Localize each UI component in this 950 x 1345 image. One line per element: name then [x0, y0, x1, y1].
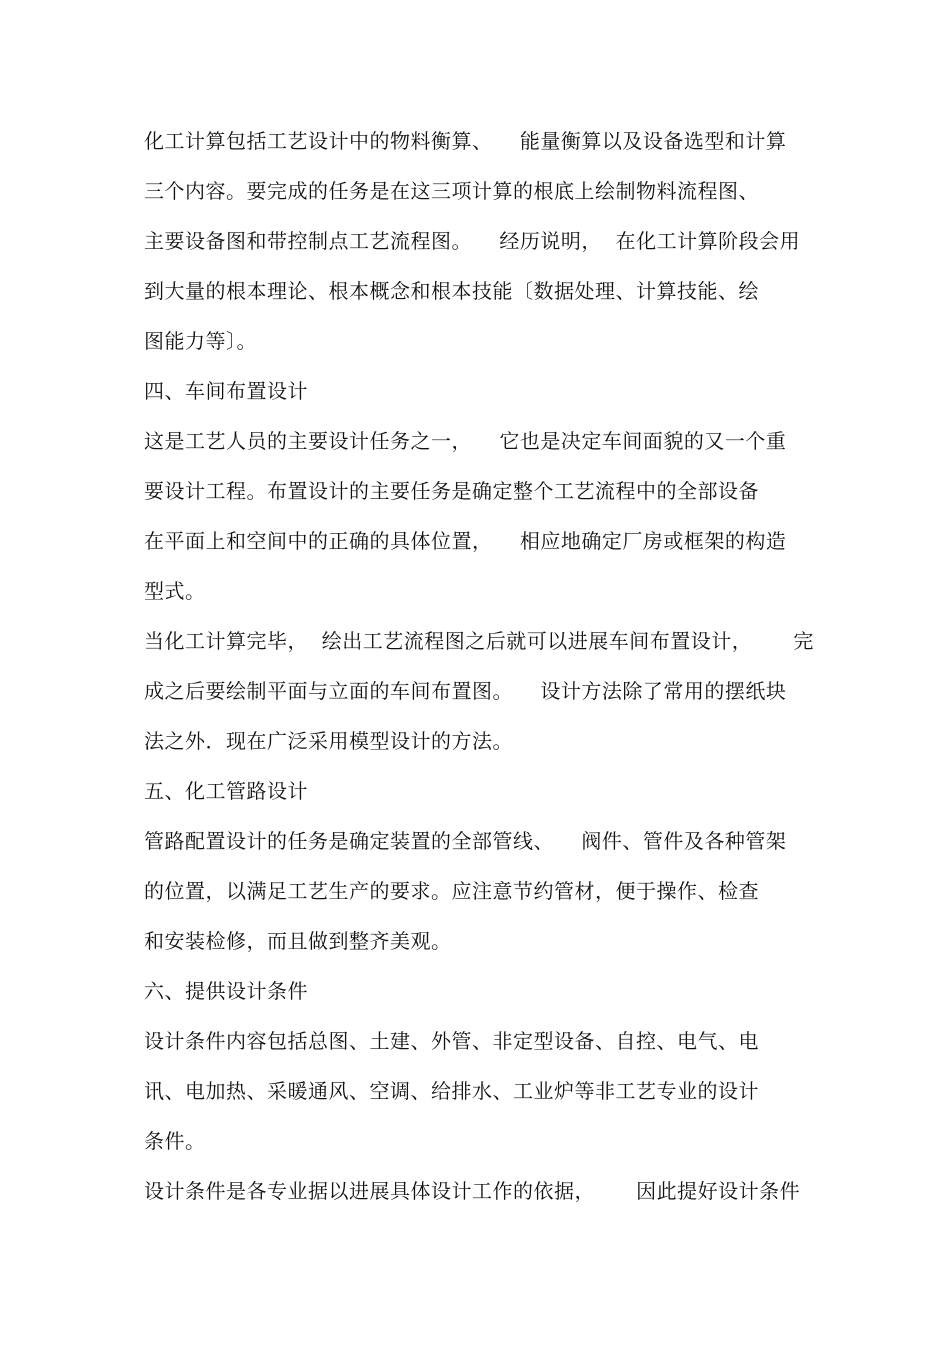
- paragraph-line: 法之外．现在广泛采用模型设计的方法。: [144, 729, 513, 753]
- paragraph-line: 当化工计算完毕， 绘出工艺流程图之后就可以进展车间布置设计， 完: [144, 629, 814, 653]
- paragraph-line: 的位置，以满足工艺生产的要求。应注意节约管材，便于操作、检查: [144, 879, 759, 903]
- paragraph-line: 在平面上和空间中的正确的具体位置， 相应地确定厂房或框架的构造: [144, 529, 787, 553]
- section-heading: 六、提供设计条件: [144, 979, 308, 1003]
- section-heading: 四、车间布置设计: [144, 379, 308, 403]
- paragraph-line: 主要设备图和带控制点工艺流程图。 经历说明， 在化工计算阶段会用: [144, 229, 801, 253]
- paragraph-line: 型式。: [144, 579, 206, 603]
- section-heading: 五、化工管路设计: [144, 779, 308, 803]
- paragraph-line: 要设计工程。布置设计的主要任务是确定整个工艺流程中的全部设备: [144, 479, 759, 503]
- paragraph-line: 三个内容。要完成的任务是在这三项计算的根底上绘制物料流程图、: [144, 179, 759, 203]
- paragraph-line: 成之后要绘制平面与立面的车间布置图。 设计方法除了常用的摆纸块: [144, 679, 787, 703]
- paragraph-line: 到大量的根本理论、根本概念和根本技能〔数据处理、计算技能、绘: [144, 279, 759, 303]
- paragraph-line: 这是工艺人员的主要设计任务之一， 它也是决定车间面貌的又一个重: [144, 429, 787, 453]
- paragraph-line: 和安装检修，而且做到整齐美观。: [144, 929, 452, 953]
- paragraph-line: 设计条件内容包括总图、土建、外管、非定型设备、自控、电气、电: [144, 1029, 759, 1053]
- paragraph-line: 设计条件是各专业据以进展具体设计工作的依据， 因此提好设计条件: [144, 1179, 801, 1203]
- paragraph-line: 图能力等〕。: [144, 329, 257, 353]
- paragraph-line: 化工计算包括工艺设计中的物料衡算、 能量衡算以及设备选型和计算: [144, 129, 787, 153]
- paragraph-line: 讯、电加热、采暖通风、空调、给排水、工业炉等非工艺专业的设计: [144, 1079, 759, 1103]
- paragraph-line: 条件。: [144, 1129, 206, 1153]
- paragraph-line: 管路配置设计的任务是确定装置的全部管线、 阀件、管件及各种管架: [144, 829, 787, 853]
